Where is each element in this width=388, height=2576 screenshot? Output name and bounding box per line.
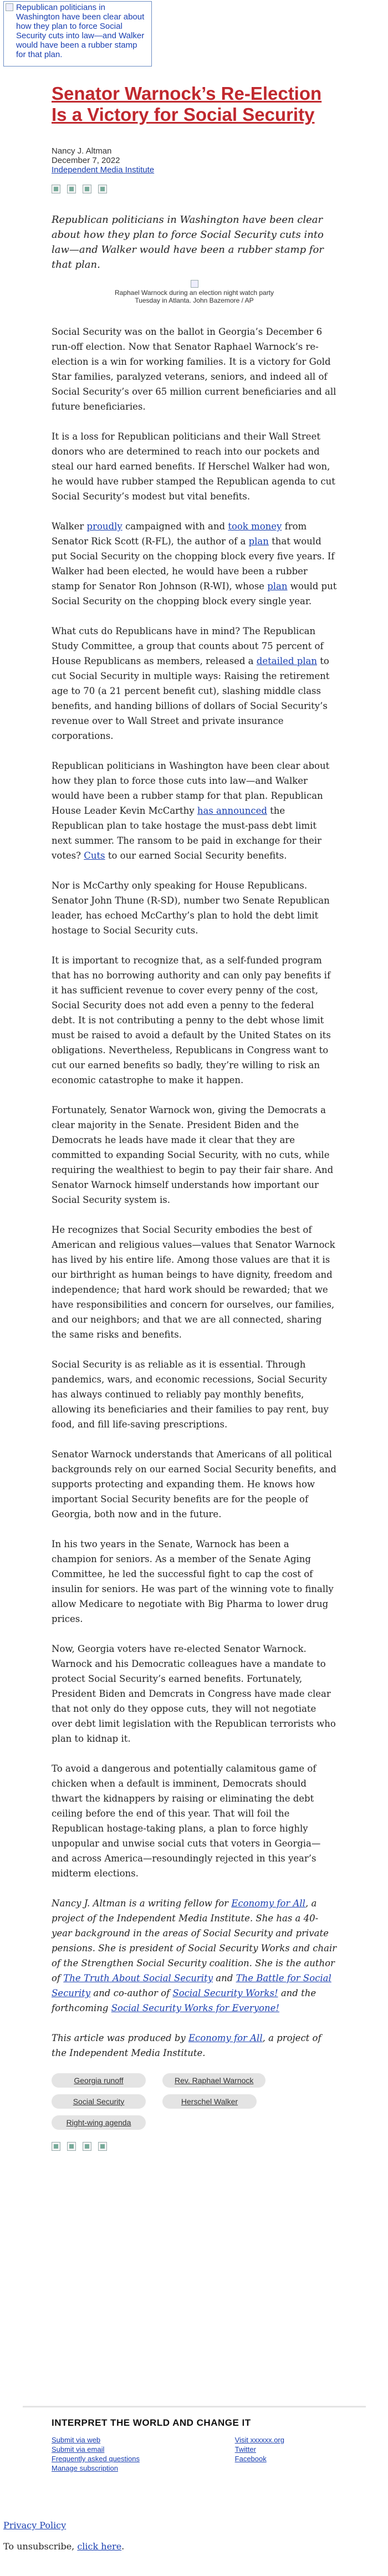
email-share-icon[interactable] [98, 185, 107, 193]
author-bio: Nancy J. Altman is a writing fellow for Economy for All, a project of the Independent Media Institute. She has a 40-year background in the areas of Social Security and private pensions. She is president of Social Security Works and chair of the Strengthen Social Security coalition. She is the author of The Truth About Social Security and The Battle for Social Security and co-author of Social Security Works! and the forthcoming Social Security Works for Everyone! [52, 1898, 337, 2013]
tag-right-wing-agenda[interactable]: Right-wing agenda [52, 2115, 146, 2130]
facebook-link[interactable]: Facebook [234, 2455, 267, 2463]
photo-image-icon [191, 280, 198, 288]
footer-left-links [52, 2435, 140, 2473]
inline-link[interactable]: Economy for All [188, 2033, 263, 2043]
preview-alt-text: Republican politicians in Washington have been clear about how they plan to force Social Security cuts into law—and Walker would have been a rubber stamp for that plan. [16, 3, 145, 59]
inline-link[interactable]: The Truth About Social Security [63, 1973, 213, 1983]
twitter-share-icon[interactable] [67, 2142, 76, 2151]
footer-heading: INTERPRET THE WORLD AND CHANGE IT [52, 2417, 251, 2428]
paragraph: It is a loss for Republican politicians and their Wall Street donors who are determined to reach into our pockets and steal our hard earned benefits. If Herschel Walker had won, he would have rubber stamped the Republican agenda to cut Social Security’s modest but vital benefits. [52, 431, 335, 502]
bottom-share-icons [52, 2142, 337, 2151]
faq-link[interactable]: Frequently asked questions [52, 2455, 140, 2463]
unsubscribe-link[interactable]: click here [77, 2541, 122, 2552]
linkedin-share-icon[interactable] [83, 2142, 91, 2151]
paragraph: In his two years in the Senate, Warnock has been a champion for seniors. As a member of the Senate Aging Committee, he led the successful fight to cap the cost of insulin for seniors. He was part of the winning vote to finally allow Medicare to negotiate with Big Pharma to lower drug prices. [52, 1539, 334, 1624]
article-title[interactable]: Senator Warnock’s Re-Election Is a Victory for Social Security [52, 83, 322, 125]
privacy-policy-link[interactable]: Privacy Policy [3, 2520, 67, 2531]
footer-columns [52, 2435, 284, 2473]
inline-link[interactable]: plan [248, 536, 269, 547]
paragraph: Now, Georgia voters have re-elected Senator Warnock. Warnock and his Democratic colleagues have a mandate to protect Social Security’s earned benefits. Fortunately, President Biden and Demcrats in Congress have made clear that not only do they oppose cuts, they will not negotiate over debt limit legislation with the Republican terrorists who plan to kidnap it. [52, 1644, 336, 1744]
unsubscribe-line: To unsubscribe, click here. [3, 2541, 125, 2552]
article-dek: Republican politicians in Washington have been clear about how they plan to force Social Security cuts into law—and Walker would have been a rubber stamp for that plan. [52, 214, 324, 271]
tag-herschel-walker[interactable]: Herschel Walker [162, 2094, 257, 2109]
author-name: Nancy J. Altman [52, 146, 112, 156]
paragraph: Senator Warnock understands that Americans of all political backgrounds rely on our earned Social Security benefits, and supports protecting and expanding them. He knows how important Social Security benefits are for the people of Georgia, both now and in the future. [52, 1449, 336, 1519]
article-body [52, 83, 337, 2173]
submit-email-link[interactable]: Submit via email [52, 2445, 105, 2453]
linkedin-share-icon[interactable] [83, 185, 91, 193]
paragraph: Social Security is as reliable as it is essential. Through pandemics, wars, and economic recessions, Social Security has always continued to reliably pay monthly benefits, allowing its beneficiaries and their families to pay rent, buy food, and fill life-saving prescriptions. [52, 1359, 329, 1430]
paragraph: Republican politicians in Washington have been clear about how they plan to force those cuts into law—and Walker would have been a rubber stamp for that plan. Republican House Leader Kevin McCarthy has announced the Republican plan to take hostage the must-pass debt limit next summer. The ransom to be paid in exchange for their votes? Cuts to our earned Social Security benefits. [52, 761, 330, 861]
tag-raphael-warnock[interactable]: Rev. Raphael Warnock [162, 2073, 266, 2088]
submit-web-link[interactable]: Submit via web [52, 2436, 101, 2444]
paragraph: Nor is McCarthy only speaking for House Republicans. Senator John Thune (R-SD), number two Senate Republican leader, has echoed McCarthy’s plan to hold the debt limit hostage to Social Security cuts. [52, 880, 330, 936]
paragraph: Walker proudly campaigned with and took money from Senator Rick Scott (R-FL), the author of a plan that would put Social Security on the chopping block every five years. If Walker had been elected, he would have been a rubber stamp for Senator Ron Johnson (R-WI), whose plan would put Social Security on the chopping block every single year. [52, 521, 337, 606]
inline-link[interactable]: Economy for All [231, 1898, 305, 1909]
tag-social-security[interactable]: Social Security [52, 2094, 146, 2109]
article-card [23, 72, 366, 2472]
email-share-icon[interactable] [98, 2142, 107, 2151]
manage-subscription-link[interactable]: Manage subscription [52, 2464, 118, 2472]
paragraph: It is important to recognize that, as a self-funded program that has no borrowing authority and can only pay benefits if it has sufficient revenue to cover every penny of the cost, Social Security does not add even a penny to the federal debt. It is not contributing a penny to the debt whose limit must be raised to avoid a default by the United States on its obligations. Nevertheless, Republicans in Congress want to cut our earned benefits so badly, they’re willing to risk an economic catastrophe to make it happen. [52, 955, 331, 1085]
twitter-share-icon[interactable] [67, 185, 76, 193]
tag-list [52, 2073, 337, 2130]
legal-links [3, 2519, 124, 2553]
inline-link[interactable]: Social Security Works for Everyone! [111, 2003, 279, 2013]
twitter-link[interactable]: Twitter [234, 2445, 256, 2453]
publish-date: December 7, 2022 [52, 156, 120, 165]
inline-link[interactable]: Cuts [84, 850, 105, 861]
article-credit: This article was produced by Economy for All, a project of the Independent Media Institute. [52, 2033, 321, 2058]
inline-link[interactable]: Social Security Works! [172, 1988, 278, 1998]
preview-image-placeholder [3, 1, 152, 67]
facebook-share-icon[interactable] [52, 185, 60, 193]
inline-link[interactable]: The Battle for Social Security [52, 1973, 331, 1998]
inline-link[interactable]: detailed plan [256, 656, 318, 666]
paragraph: He recognizes that Social Security embodies the best of American and religious values—values that Senator Warnock has lived by his entire life. Among those values are that it is our birthright as human beings to have dignity, freedom and independence; that hard work should be rewarded; that we have responsibilities and concern for ourselves, our families, and our neighbors; and that we are all connected, sharing the same risks and benefits. [52, 1225, 335, 1340]
newsletter-footer [23, 2406, 366, 2473]
broken-image-icon [6, 3, 13, 11]
publication-link[interactable]: Independent Media Institute [52, 165, 155, 175]
share-icons [52, 185, 337, 193]
inline-link[interactable]: plan [267, 581, 288, 591]
image-caption: Raphael Warnock during an election night watch party Tuesday in Atlanta. John Bazemore / AP [114, 289, 274, 304]
inline-link[interactable]: has announced [197, 805, 267, 816]
facebook-share-icon[interactable] [52, 2142, 60, 2151]
article-figure [52, 280, 337, 304]
footer-right-links [235, 2435, 284, 2473]
inline-link[interactable]: proudly [86, 521, 122, 532]
paragraph: Social Security was on the ballot in Georgia’s December 6 run-off election. Now that Senator Raphael Warnock’s re-election is a win for working families. It is a victory for Gold Star families, paralyzed veterans, seniors, and indeed all of Social Security’s over 65 million current beneficiaries and all future beneficiaries. [52, 327, 336, 412]
inline-link[interactable]: took money [228, 521, 282, 532]
paragraph: What cuts do Republicans have in mind? The Republican Study Committee, a group that counts about 75 percent of House Republicans as members, released a detailed plan to cut Social Security in multiple ways: Raising the retirement age to 70 (a 21 percent benefit cut), slashing middle class benefits, and handing billions of dollars of Social Security’s revenue over to Wall Street and private insurance corporations. [52, 626, 330, 741]
byline [52, 146, 337, 175]
paragraph: Fortunately, Senator Warnock won, giving the Democrats a clear majority in the Senate. President Biden and the Democrats he leads have made it clear that they are committed to expanding Social Security, with no cuts, while requiring the wealthiest to begin to pay their fair share. And Senator Warnock himself understands how important our Social Security system is. [52, 1105, 334, 1205]
tag-georgia-runoff[interactable]: Georgia runoff [52, 2073, 146, 2088]
paragraph: To avoid a dangerous and potentially calamitous game of chicken when a default is imminent, Democrats should thwart the kidnappers by raising or eliminating the debt ceiling before the end of this year. That will foil the Republican hostage-taking plans, a plan to force highly unpopular and unwise social cuts that voters in Georgia—and across America—resoundingly rejected in this year’s midterm elections. [52, 1763, 321, 1879]
visit-site-link[interactable]: Visit xxxxxx.org [234, 2436, 284, 2444]
